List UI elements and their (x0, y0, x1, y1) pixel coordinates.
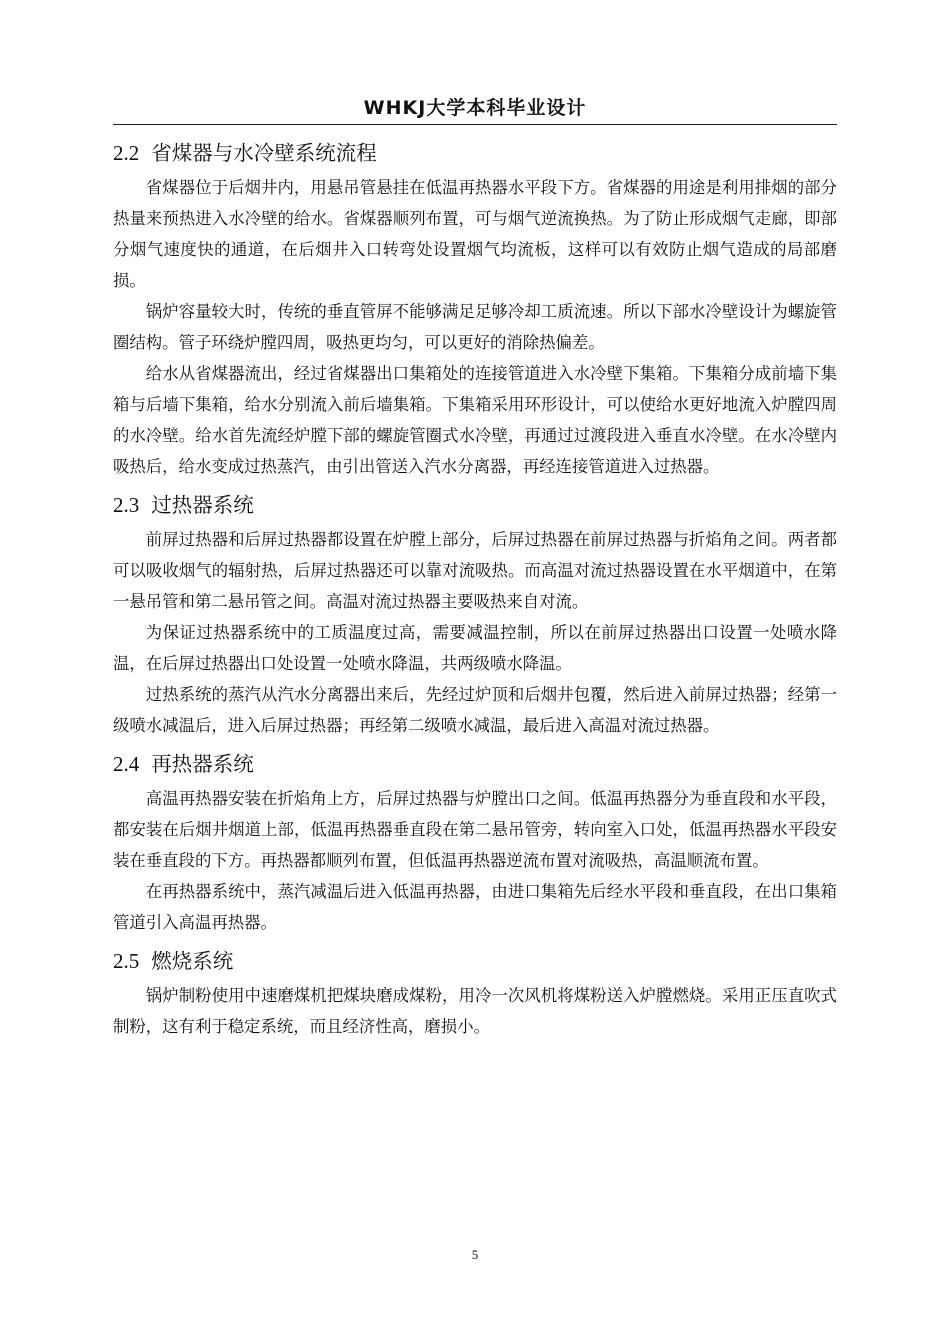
section-title: 燃烧系统 (151, 949, 234, 973)
paragraph: 在再热器系统中，蒸汽减温后进入低温再热器，由进口集箱先后经水平段和垂直段，在出口集箱管道引入高温再热器。 (113, 882, 837, 932)
paragraph: 锅炉制粉使用中速磨煤机把煤块磨成煤粉，用冷一次风机将煤粉送入炉膛燃烧。采用正压直吹式制粉，这有利于稳定系统，而且经济性高，磨损小。 (113, 986, 837, 1036)
header-rule (113, 124, 837, 125)
section-title: 省煤器与水冷壁系统流程 (151, 141, 377, 165)
section-number: 2.3 (113, 493, 140, 517)
section-number: 2.2 (113, 141, 140, 165)
section-2-3 (113, 490, 837, 741)
paragraph: 锅炉容量较大时，传统的垂直管屏不能够满足足够冷却工质流速。所以下部水冷壁设计为螺旋管圈结构。管子环绕炉膛四周，吸热更均匀，可以更好的消除热偏差。 (113, 302, 837, 352)
page-number: 5 (471, 1247, 479, 1262)
section-number: 2.4 (113, 752, 140, 776)
section-2-5 (113, 946, 837, 1042)
section-title: 过热器系统 (151, 493, 254, 517)
document-body (113, 130, 837, 1042)
paragraph: 给水从省煤器流出，经过省煤器出口集箱处的连接管道进入水冷壁下集箱。下集箱分成前墙下集箱与后墙下集箱，给水分别流入前后墙集箱。下集箱采用环形设计，可以使给水更好地流入炉膛四周的水冷壁。给水首先流经炉膛下部的螺旋管圈式水冷壁，再通过过渡段进入垂直水冷壁。在水冷壁内吸热后，给水变成过热蒸汽，由引出管送入汽水分离器，再经连接管道进入过热器。 (113, 364, 837, 476)
section-number: 2.5 (113, 949, 140, 973)
paragraph: 过热系统的蒸汽从汽水分离器出来后，先经过炉顶和后烟井包覆，然后进入前屏过热器；经第一级喷水减温后，进入后屏过热器；再经第二级喷水减温，最后进入高温对流过热器。 (113, 685, 837, 735)
paragraph: 省煤器位于后烟井内，用悬吊管悬挂在低温再热器水平段下方。省煤器的用途是利用排烟的部分热量来预热进入水冷壁的给水。省煤器顺列布置，可与烟气逆流换热。为了防止形成烟气走廊，即部分烟气速度快的通道，在后烟井入口转弯处设置烟气均流板，这样可以有效防止烟气造成的局部磨损。 (113, 178, 837, 290)
section-heading (113, 749, 837, 779)
paragraph: 为保证过热器系统中的工质温度过高，需要减温控制，所以在前屏过热器出口设置一处喷水降温，在后屏过热器出口处设置一处喷水降温，共两级喷水降温。 (113, 623, 837, 673)
section-title: 再热器系统 (151, 752, 254, 776)
section-2-2 (113, 138, 837, 482)
section-heading (113, 138, 837, 168)
section-heading (113, 946, 837, 976)
page-header: WHKJ大学本科毕业设计 (363, 97, 587, 119)
section-heading (113, 490, 837, 520)
paragraph: 高温再热器安装在折焰角上方，后屏过热器与炉膛出口之间。低温再热器分为垂直段和水平段，都安装在后烟井烟道上部，低温再热器垂直段在第二悬吊管旁，转向室入口处，低温再热器水平段安装在垂直段的下方。再热器都顺列布置，但低温再热器逆流布置对流吸热，高温顺流布置。 (113, 789, 837, 870)
paragraph: 前屏过热器和后屏过热器都设置在炉膛上部分，后屏过热器在前屏过热器与折焰角之间。两者都可以吸收烟气的辐射热，后屏过热器还可以靠对流吸热。而高温对流过热器设置在水平烟道中，在第一悬吊管和第二悬吊管之间。高温对流过热器主要吸热来自对流。 (113, 530, 837, 611)
section-2-4 (113, 749, 837, 938)
